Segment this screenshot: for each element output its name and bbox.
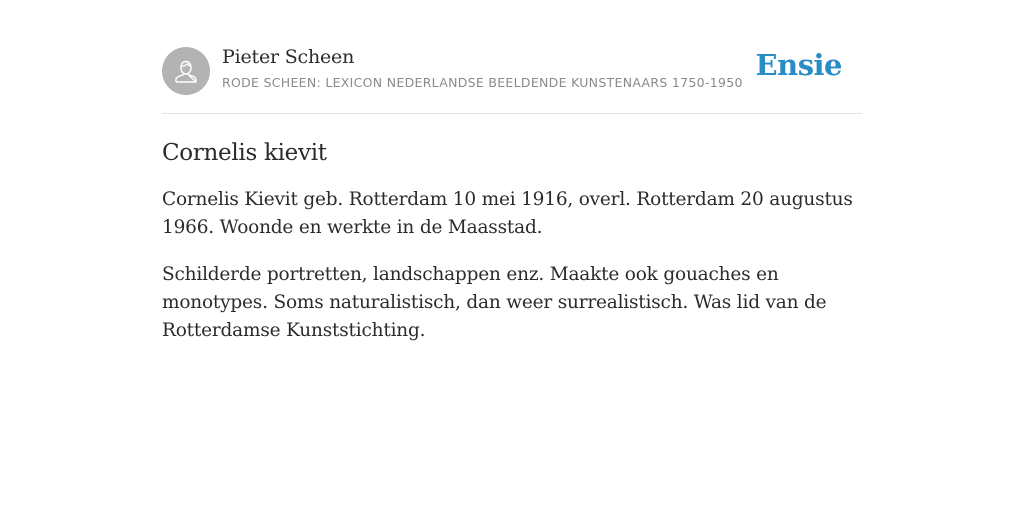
source-title[interactable]: RODE SCHEEN: LEXICON NEDERLANDSE BEELDENDE KUNSTENAARS 1750-1950 <box>222 75 743 90</box>
article-header <box>162 46 862 114</box>
article-card <box>162 46 862 345</box>
ensie-logo[interactable]: Ensie <box>755 48 842 82</box>
article-paragraph-2: Schilderde portretten, landschappen enz. Maakte ook gouaches en monotypes. Soms naturalistisch, dan weer surrealistisch. Was lid van de Rotterdamse Kunststichting. <box>162 264 827 341</box>
author-name[interactable]: Pieter Scheen <box>222 46 355 68</box>
article-paragraph-1: Cornelis Kievit geb. Rotterdam 10 mei 1916, overl. Rotterdam 20 augustus 1966. Woonde en werkte in de Maasstad. <box>162 189 853 238</box>
article-title: Cornelis kievit <box>162 140 327 166</box>
user-silhouette-icon <box>171 56 201 86</box>
author-avatar[interactable] <box>162 47 210 95</box>
